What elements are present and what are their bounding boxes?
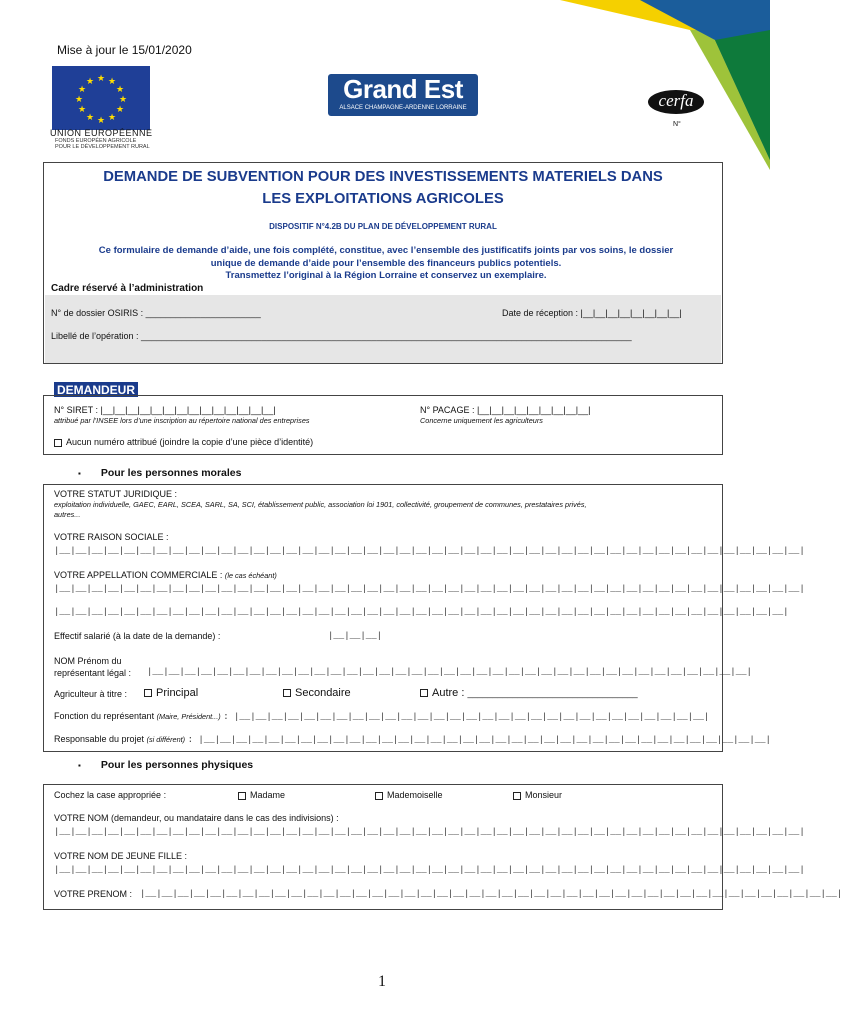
- checkbox-icon[interactable]: [513, 792, 521, 800]
- svg-text:★: ★: [107, 77, 117, 87]
- statut-note: exploitation individuelle, GAEC, EARL, SCEA, SARL, SA, SCI, établissement public, association loi 1901, collectivité, groupement de communes, prestataires privés,: [54, 500, 587, 509]
- autre-option[interactable]: Autre : __________________________________: [420, 687, 638, 699]
- fonction-field[interactable]: Fonction du représentant (Maire, Président...) : |__|__|__|__|__|__|__|__|__|__|__|__|__|__|__|__|__|__|__|__|__|__|__|__|__|__|__|__|__|: [54, 711, 710, 722]
- agriculteur-label: Agriculteur à titre :: [54, 689, 128, 699]
- admin-label: Cadre réservé à l’administration: [51, 283, 204, 294]
- svg-text:★: ★: [107, 113, 117, 123]
- svg-text:★: ★: [96, 74, 106, 84]
- pacage-field[interactable]: N° PACAGE : |__|__|__|__|__|__|__|__|__|: [420, 405, 591, 415]
- pacage-note: Concerne uniquement les agriculteurs: [420, 416, 543, 425]
- nom-representant-label: NOM Prénom du représentant légal :: [54, 656, 132, 678]
- checkbox-icon[interactable]: [420, 689, 428, 697]
- svg-text:★: ★: [115, 85, 125, 95]
- checkbox-icon[interactable]: [375, 792, 383, 800]
- reception-date-field[interactable]: Date de réception : |__|__|__|__|__|__|__|__|: [502, 308, 682, 318]
- osiris-field[interactable]: N° de dossier OSIRIS : _______________________: [51, 308, 261, 318]
- prenom-field[interactable]: |__|__|__|__|__|__|__|__|__|__|__|__|__|__|__|__|__|__|__|__|__|__|__|__|__|__|__|__|__|__|__|__|__|__|__|__|__|__|__|__|__|__|__|: [140, 889, 842, 899]
- grand-est-logo-text: Grand Est: [343, 74, 463, 104]
- svg-text:★: ★: [74, 95, 84, 105]
- eu-name: UNION EUROPÉENNE: [50, 128, 153, 138]
- svg-text:★: ★: [96, 116, 106, 126]
- eu-fund-text: FONDS EUROPÉEN AGRICOLE POUR LE DÉVELOPPEMENT RURAL: [55, 138, 150, 150]
- nom-field[interactable]: |__|__|__|__|__|__|__|__|__|__|__|__|__|__|__|__|__|__|__|__|__|__|__|__|__|__|__|__|__|__|__|__|__|__|__|__|__|__|__|__|__|__|__|__|__|__|: [54, 827, 805, 837]
- checkbox-icon[interactable]: [144, 689, 152, 697]
- intro-text: Ce formulaire de demande d’aide, une fois complété, constitue, avec l’ensemble des justificatifs joints par vos soins, le dossier unique de demande d’aide pour l’ensemble des financeurs publics potentiels. Transmettez l’original à la Région Lorraine et conservez un exemplaire.: [98, 245, 674, 281]
- appellation-field-1[interactable]: |__|__|__|__|__|__|__|__|__|__|__|__|__|__|__|__|__|__|__|__|__|__|__|__|__|__|__|__|__|__|__|__|__|__|__|__|__|__|__|__|__|__|__|__|__|__|: [54, 584, 805, 594]
- dispositif-line: DISPOSITIF N°4.2B DU PLAN DE DÉVELOPPEMENT RURAL: [269, 222, 497, 231]
- nom-representant-field[interactable]: |__|__|__|__|__|__|__|__|__|__|__|__|__|__|__|__|__|__|__|__|__|__|__|__|__|__|__|__|__|__|__|__|__|__|__|__|__|: [147, 667, 752, 677]
- cerfa-number: N°: [673, 121, 681, 128]
- effectif-field[interactable]: |__|__|__|: [328, 631, 383, 641]
- admin-box: [45, 295, 721, 363]
- raison-label: VOTRE RAISON SOCIALE :: [54, 532, 169, 542]
- siret-field[interactable]: N° SIRET : |__|__|__|__|__|__|__|__|__|__|__|__|__|__|: [54, 405, 276, 415]
- appellation-field-2[interactable]: |__|__|__|__|__|__|__|__|__|__|__|__|__|__|__|__|__|__|__|__|__|__|__|__|__|__|__|__|__|__|__|__|__|__|__|__|__|__|__|__|__|__|__|__|__|: [54, 607, 789, 617]
- madame-option[interactable]: Madame: [238, 790, 285, 800]
- statut-label: VOTRE STATUT JURIDIQUE :: [54, 489, 178, 499]
- raison-field[interactable]: |__|__|__|__|__|__|__|__|__|__|__|__|__|__|__|__|__|__|__|__|__|__|__|__|__|__|__|__|__|__|__|__|__|__|__|__|__|__|__|__|__|__|__|__|__|__|: [54, 546, 805, 556]
- responsable-field[interactable]: Responsable du projet (si différent) : |__|__|__|__|__|__|__|__|__|__|__|__|__|__|__|__|__|__|__|__|__|__|__|__|__|__|__|__|__|__|__|__|__|__|__|: [54, 734, 771, 745]
- nom-label: VOTRE NOM (demandeur, ou mandataire dans le cas des indivisions) :: [54, 813, 339, 823]
- svg-text:★: ★: [115, 105, 125, 115]
- checkbox-icon[interactable]: [283, 689, 291, 697]
- grand-est-logo-sub: ALSACE CHAMPAGNE-ARDENNE LORRAINE: [339, 105, 467, 111]
- morales-heading: ▪ Pour les personnes morales: [78, 467, 242, 479]
- siret-note: attribué par l’INSEE lors d’une inscription au répertoire national des entreprises: [54, 416, 310, 425]
- checkbox-icon[interactable]: [238, 792, 246, 800]
- page-number: 1: [378, 973, 386, 990]
- mademoiselle-option[interactable]: Mademoiselle: [375, 790, 443, 800]
- appellation-label: VOTRE APPELLATION COMMERCIALE : (le cas échéant): [54, 570, 277, 580]
- svg-text:★: ★: [77, 105, 87, 115]
- svg-text:★: ★: [85, 113, 95, 123]
- prenom-label: VOTRE PRENOM :: [54, 889, 133, 899]
- principal-option[interactable]: Principal: [144, 687, 198, 699]
- secondaire-option[interactable]: Secondaire: [283, 687, 351, 699]
- statut-note-2: autres...: [54, 510, 81, 519]
- jeune-fille-label: VOTRE NOM DE JEUNE FILLE :: [54, 851, 188, 861]
- svg-text:★: ★: [118, 95, 128, 105]
- document-title: DEMANDE DE SUBVENTION POUR DES INVESTISSEMENTS MATERIELS DANS LES EXPLOITATIONS AGRICOLES: [103, 169, 663, 207]
- checkbox-icon[interactable]: [54, 439, 62, 447]
- update-date: Mise à jour le 15/01/2020: [57, 43, 192, 57]
- cochez-label: Cochez la case appropriée :: [54, 790, 167, 800]
- eu-flag-logo: [52, 66, 150, 130]
- demandeur-heading: DEMANDEUR: [54, 382, 138, 397]
- svg-text:★: ★: [85, 77, 95, 87]
- effectif-label: Effectif salarié (à la date de la demande) :: [54, 631, 221, 641]
- no-number-option[interactable]: Aucun numéro attribué (joindre la copie d’une pièce d’identité): [54, 437, 313, 447]
- jeune-fille-field[interactable]: |__|__|__|__|__|__|__|__|__|__|__|__|__|__|__|__|__|__|__|__|__|__|__|__|__|__|__|__|__|__|__|__|__|__|__|__|__|__|__|__|__|__|__|__|__|__|: [54, 865, 805, 875]
- monsieur-option[interactable]: Monsieur: [513, 790, 562, 800]
- physiques-heading: ▪ Pour les personnes physiques: [78, 759, 254, 771]
- cerfa-logo-text: cerfa: [658, 91, 694, 110]
- libelle-field[interactable]: Libellé de l’opération : __________________________________________________________________________________________________: [51, 331, 632, 341]
- svg-text:★: ★: [77, 85, 87, 95]
